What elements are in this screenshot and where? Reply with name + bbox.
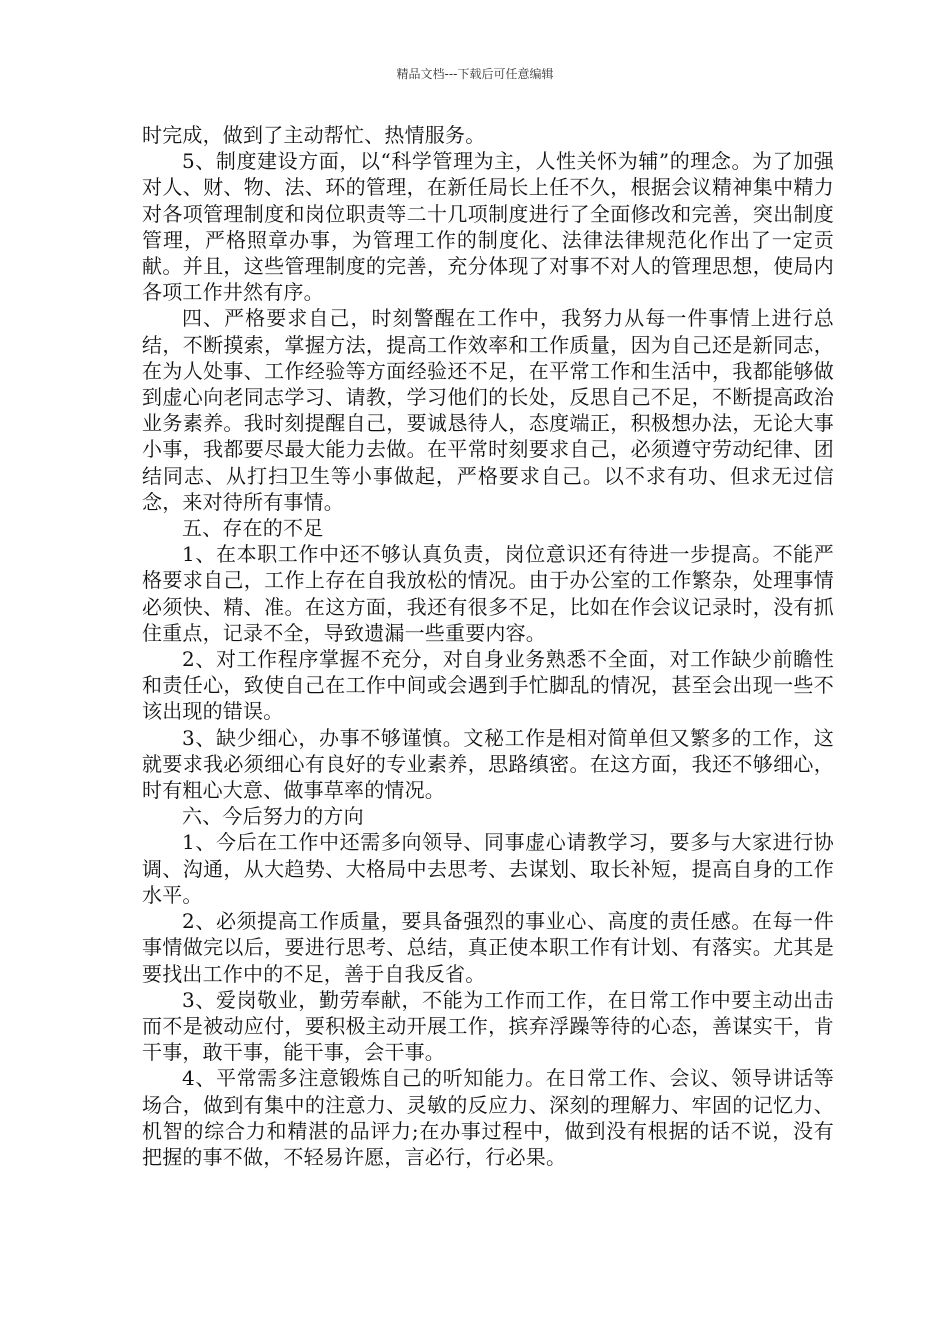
- paragraph-direction-3: 3、爱岗敬业，勤劳奉献，不能为工作而工作，在日常工作中要主动出击而不是被动应付，要积极主动开展工作，摈弃浮躁等待的心态，善谋实干，肯干事，敢干事，能干事，会干事。: [142, 987, 834, 1065]
- section-heading-future-direction: 六、今后努力的方向: [182, 804, 364, 829]
- document-body: [142, 122, 834, 1170]
- page-header: 精品文档---下载后可任意编辑: [396, 67, 554, 81]
- paragraph-direction-2: 2、必须提高工作质量，要具备强烈的事业心、高度的责任感。在每一件事情做完以后，要进行思考、总结，真正使本职工作有计划、有落实。尤其是要找出工作中的不足，善于自我反省。: [142, 909, 834, 986]
- paragraph-direction-4: 4、平常需多注意锻炼自己的听知能力。在日常工作、会议、领导讲话等场合，做到有集中的注意力、灵敏的反应力、深刻的理解力、牢固的记忆力、机智的综合力和精湛的品评力;在办事过程中，做到没有根据的话不说，没有把握的事不做，不轻易许愿，言必行，行必果。: [142, 1066, 834, 1169]
- paragraph-shortcoming-2: 2、对工作程序掌握不充分，对自身业务熟悉不全面，对工作缺少前瞻性和责任心，致使自己在工作中间或会遇到手忙脚乱的情况，甚至会出现一些不该出现的错误。: [142, 647, 834, 724]
- paragraph-section-four: 四、严格要求自己，时刻警醒在工作中，我努力从每一件事情上进行总结，不断摸索，掌握方法，提高工作效率和工作质量，因为自己还是新同志，在为人处事、工作经验等方面经验还不足，在平常工作和生活中，我都能够做到虚心向老同志学习、请教，学习他们的长处，反思自己不足，不断提高政治业务素养。我时刻提醒自己，要诚恳待人，态度端正，积极想办法，无论大事小事，我都要尽最大能力去做。在平常时刻要求自己，必须遵守劳动纪律、团结同志、从打扫卫生等小事做起，严格要求自己。以不求有功、但求无过信念，来对待所有事情。: [142, 306, 834, 514]
- paragraph-direction-1: 1、今后在工作中还需多向领导、同事虚心请教学习，要多与大家进行协调、沟通，从大趋势、大格局中去思考、去谋划、取长补短，提高自身的工作水平。: [142, 830, 834, 907]
- paragraph-item-system-building: 5、制度建设方面，以“科学管理为主，人性关怀为辅”的理念。为了加强对人、财、物、法、环的管理，在新任局长上任不久，根据会议精神集中精力对各项管理制度和岗位职责等二十几项制度进行了全面修改和完善，突出制度管理，严格照章办事，为管理工作的制度化、法律法律规范化作出了一定贡献。并且，这些管理制度的完善，充分体现了对事不对人的管理思想，使局内各项工作井然有序。: [142, 149, 834, 305]
- paragraph-continuation: 时完成，做到了主动帮忙、热情服务。: [142, 123, 486, 147]
- paragraph-shortcoming-1: 1、在本职工作中还不够认真负责，岗位意识还有待进一步提高。不能严格要求自己，工作上存在自我放松的情况。由于办公室的工作繁杂，处理事情必须快、精、准。在这方面，我还有很多不足，比如在作会议记录时，没有抓住重点，记录不全，导致遗漏一些重要内容。: [142, 542, 834, 645]
- section-heading-shortcomings: 五、存在的不足: [182, 516, 324, 541]
- paragraph-shortcoming-3: 3、缺少细心，办事不够谨慎。文秘工作是相对简单但又繁多的工作，这就要求我必须细心有良好的专业素养，思路缜密。在这方面，我还不够细心，时有粗心大意、做事草率的情况。: [142, 725, 834, 803]
